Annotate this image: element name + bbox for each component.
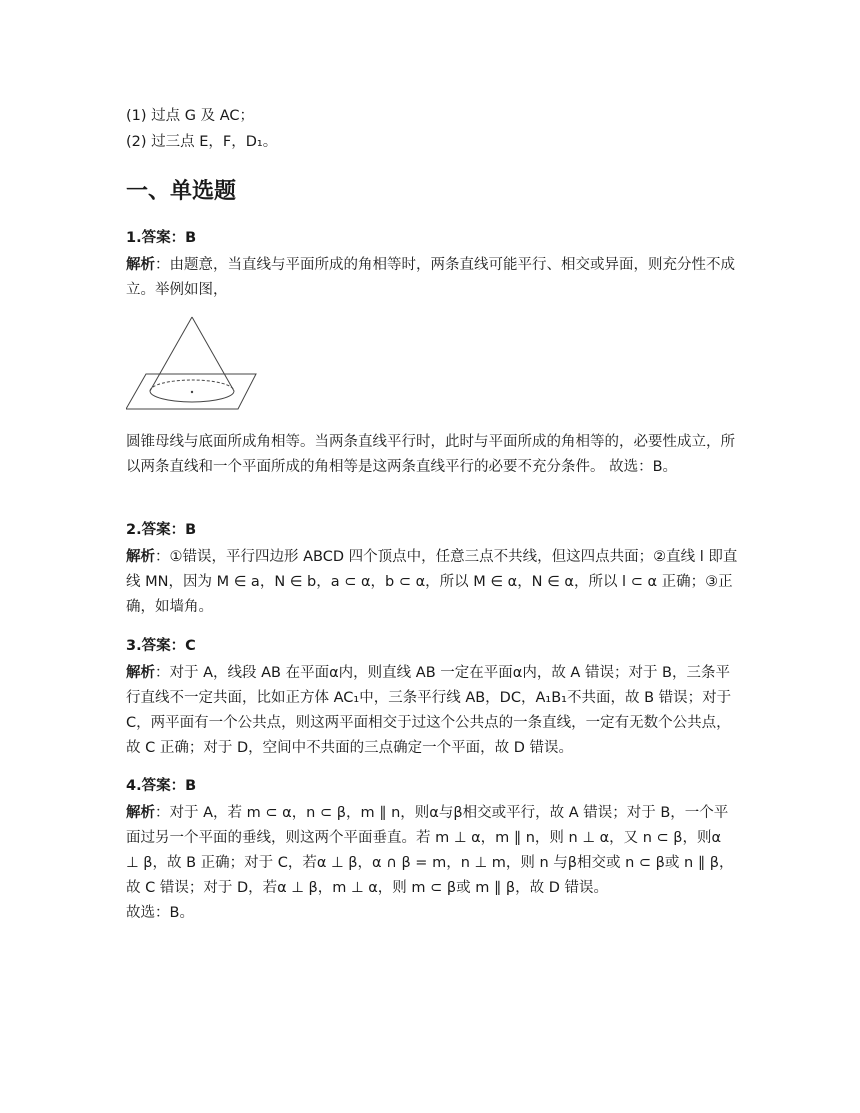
q4-analysis [126, 801, 738, 901]
cone-base-back [150, 380, 234, 391]
q1-analysis [126, 253, 738, 303]
q2-answer-text: 2.答案：B [126, 522, 197, 538]
q2-analysis-label: 解析 [126, 549, 155, 565]
cone-generatrix-left [150, 317, 192, 391]
section-title: 一、单选题 [126, 179, 237, 204]
cone-figure [126, 314, 258, 414]
intro-line-2: (2) 过三点 E，F，D₁。 [126, 134, 278, 150]
cone-base-center [191, 391, 193, 393]
q3-analysis [126, 661, 738, 761]
q2-analysis [126, 545, 738, 620]
intro-line-1: (1) 过点 G 及 AC； [126, 108, 255, 124]
q2-analysis-text: ：①错误，平行四边形 ABCD 四个顶点中，任意三点不共线，但这四点共面；②直线 l 即直线 MN，因为 M ∈ a，N ∈ b，a ⊂ α，b ⊂ α，所以 M ∈ α，N ∈ α，所以 l ⊂ α 正确；③正确，如墙角。 [126, 549, 738, 615]
q4-analysis-text: ：对于 A，若 m ⊂ α，n ⊂ β，m ∥ n，则α与β相交或平行，故 A 错误；对于 B，一个平面过另一个平面的垂线，则这两个平面垂直。若 m ⊥ α，m ∥ n，则 n ⊥ α，又 n ⊂ β，则α ⊥ β，故 B 正确；对于 C，若α ⊥ β，α ∩ β = m，n ⊥ m，则 n 与β相交或 n ⊂ β或 n ∥ β，故 C 错误；对于 D，若α ⊥ β，m ⊥ α，则 m ⊂ β或 m ∥ β，故 D 错误。 [126, 805, 734, 896]
q4-conclusion: 故选：B。 [126, 905, 194, 921]
q1-answer [126, 228, 196, 248]
q1-analysis-label: 解析 [126, 257, 155, 273]
q2-answer [126, 520, 196, 540]
q4-answer-text: 4.答案：B [126, 778, 197, 794]
q3-answer [126, 636, 196, 656]
q4-analysis-label: 解析 [126, 805, 155, 821]
q4-answer [126, 776, 196, 796]
q1-analysis-cont: 圆锥母线与底面所成角相等。当两条直线平行时，此时与平面所成的角相等的，必要性成立，所以两条直线和一个平面所成的角相等是这两条直线平行的必要不充分条件。 故选：B。 [126, 434, 735, 475]
q1-answer-text: 1.答案：B [126, 230, 197, 246]
q3-analysis-label: 解析 [126, 665, 155, 681]
q3-answer-text: 3.答案：C [126, 638, 196, 654]
q3-analysis-text: ：对于 A，线段 AB 在平面α内，则直线 AB 一定在平面α内，故 A 错误；对于 B，三条平行直线不一定共面，比如正方体 AC₁中，三条平行线 AB，DC，A₁B₁不共面，故 B 错误；对于 C，两平面有一个公共点，则这两平面相交于过这个公共点的一条直线，一定有无数个公共点，故 C 正确；对于 D，空间中不共面的三点确定一个平面，故 D 错误。 [126, 665, 732, 756]
q1-analysis-text: ：由题意，当直线与平面所成的角相等时，两条直线可能平行、相交或异面，则充分性不成立。举例如图， [126, 257, 735, 298]
